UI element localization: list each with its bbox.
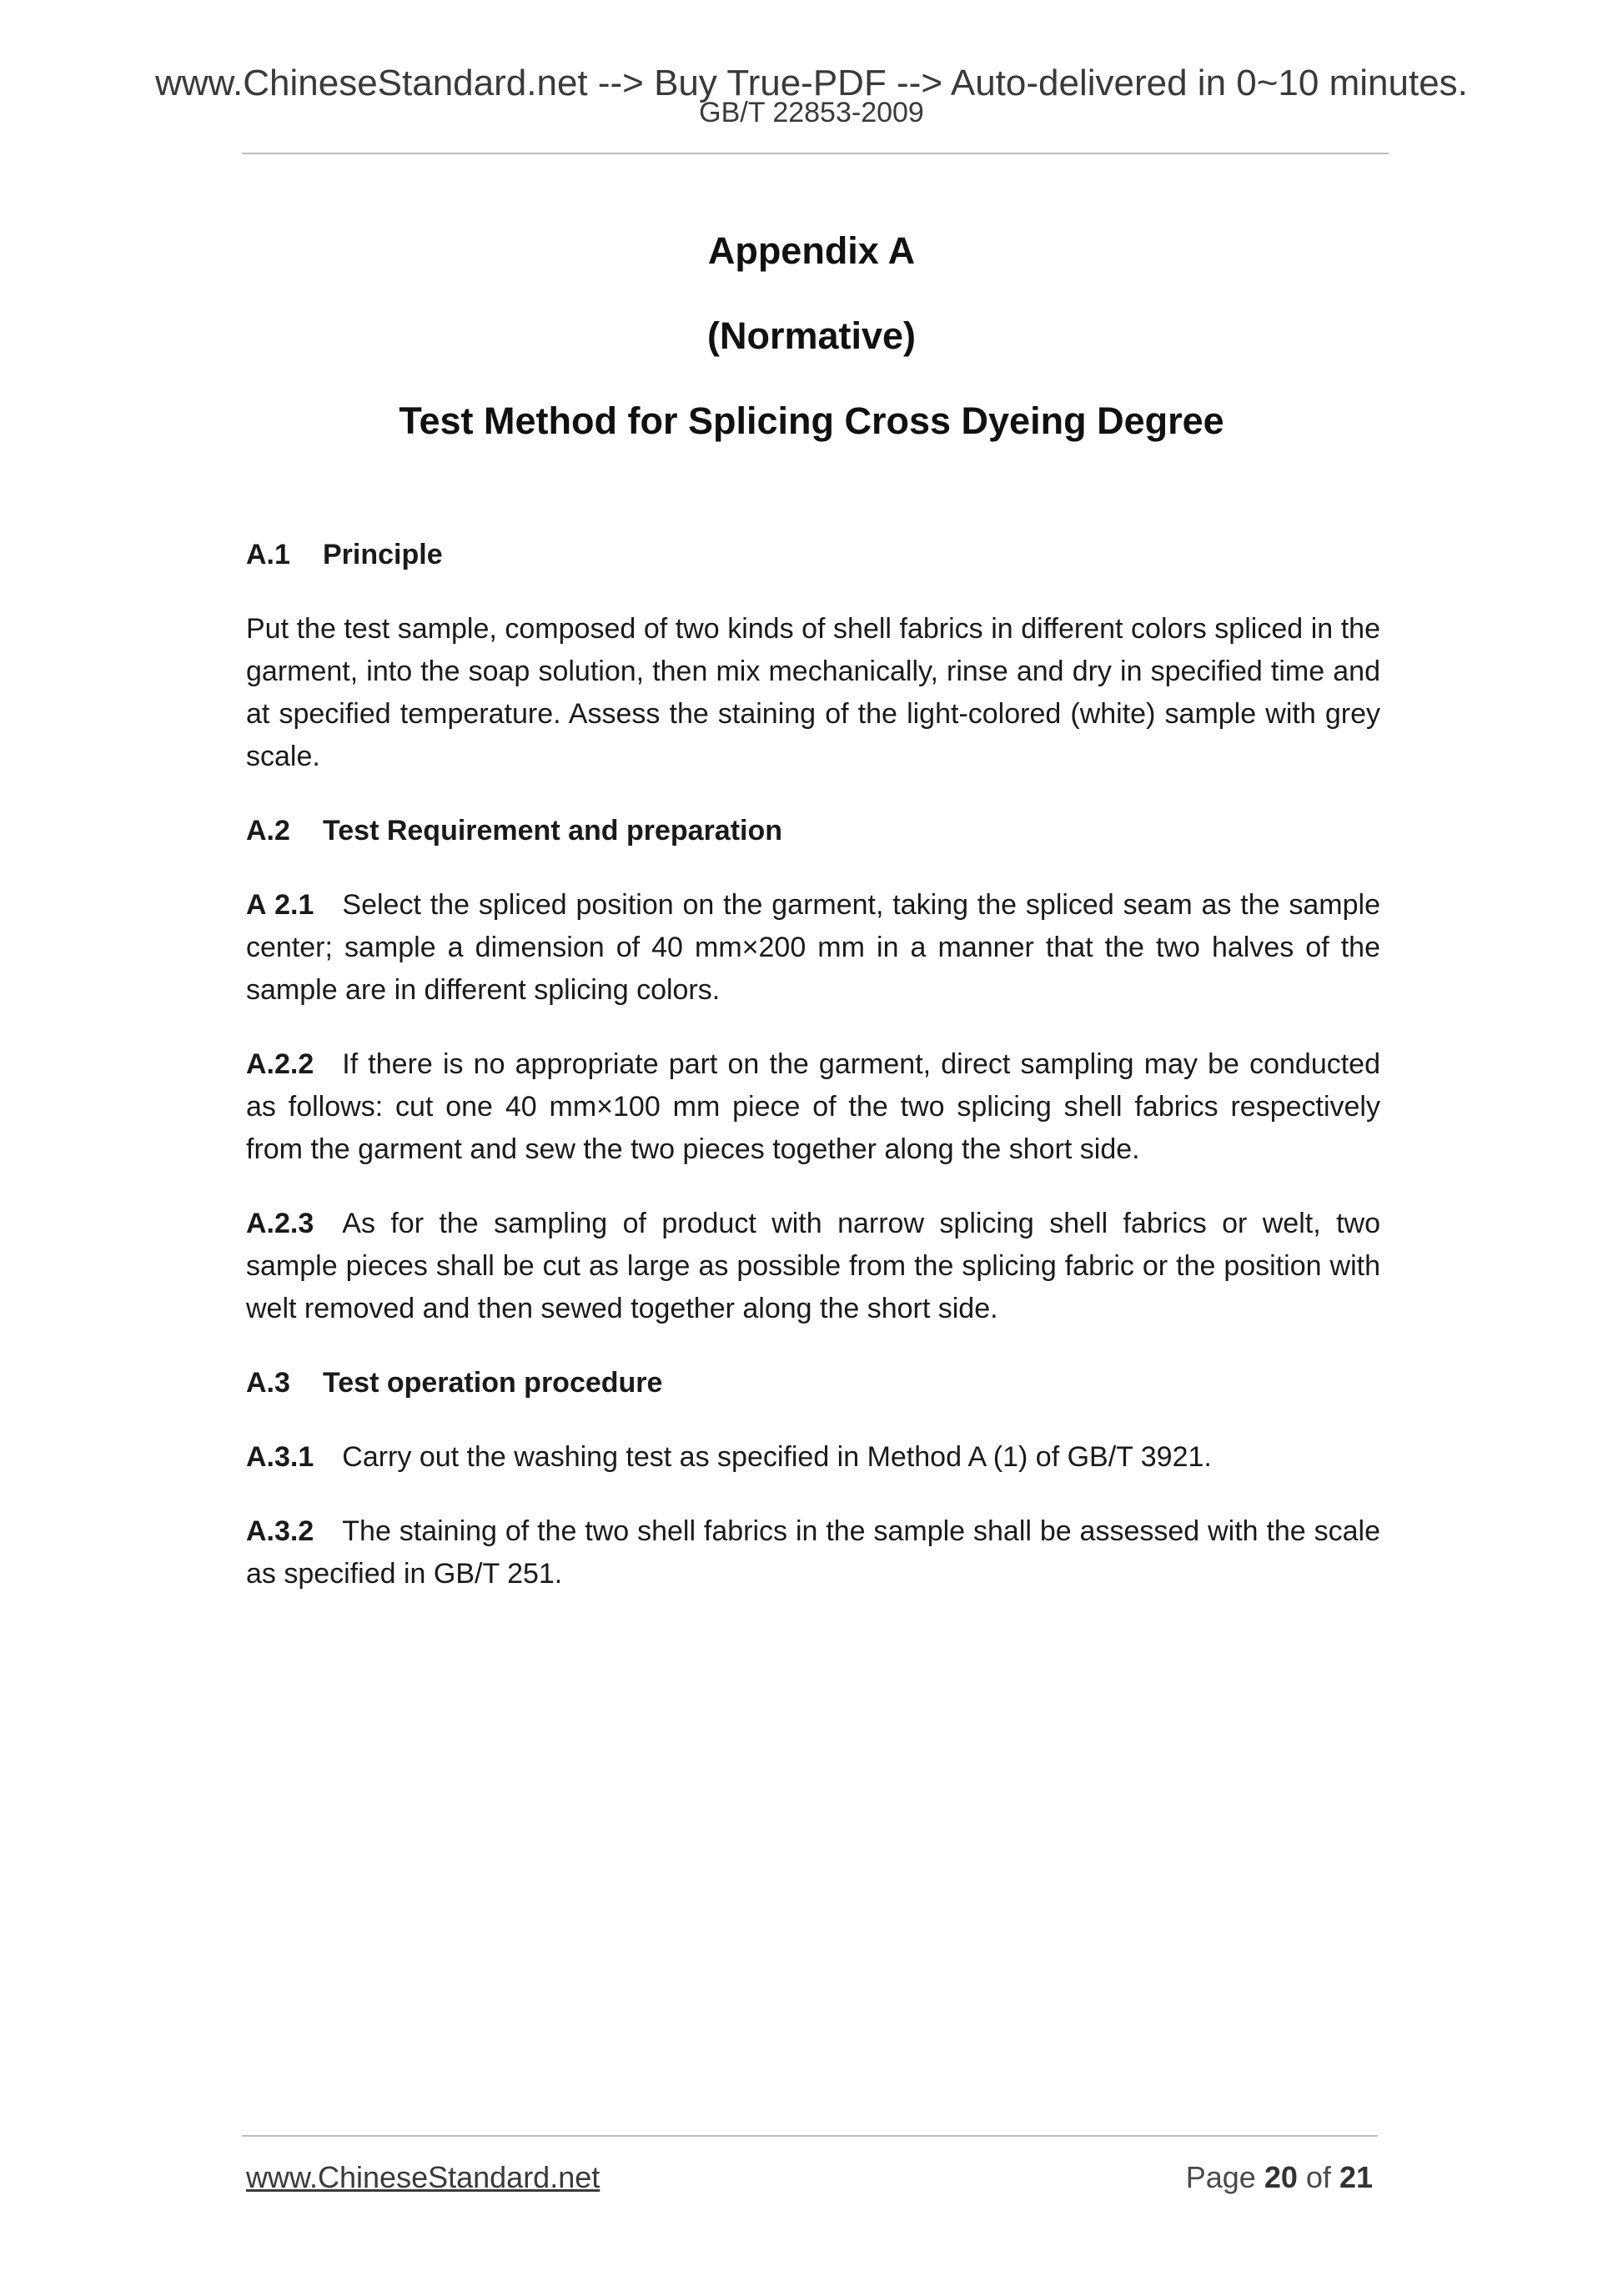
header-divider	[242, 153, 1389, 154]
document-body	[246, 534, 1380, 1627]
clause-text: As for the sampling of product with narrow splicing shell fabrics or welt, two sample pieces shall be cut as large as possible from the splicing fabric or the position with welt removed and then sewed together along the short side.	[246, 1208, 1380, 1324]
site-banner[interactable]: www.ChineseStandard.net --> Buy True-PDF --> Auto-delivered in 0~10 minutes.	[155, 63, 1468, 103]
section-heading-a2	[246, 810, 1380, 852]
footer-site-link[interactable]: www.ChineseStandard.net	[246, 2160, 600, 2194]
of-word: of	[1305, 2160, 1331, 2194]
page-word: Page	[1185, 2160, 1256, 2194]
total-pages: 21	[1339, 2160, 1373, 2194]
clause-a2-1	[246, 884, 1380, 1012]
clause-a2-2	[246, 1043, 1380, 1171]
clause-a3-1	[246, 1436, 1380, 1479]
section-title: Test Requirement and preparation	[323, 815, 783, 847]
clause-a3-2	[246, 1510, 1380, 1595]
principle-paragraph: Put the test sample, composed of two kinds of shell fabrics in different colors spliced in the garment, into the soap solution, then mix mechanically, rinse and dry in specified time and at specified temperature. Assess the staining of the light-colored (white) sample with grey scale.	[246, 613, 1380, 772]
clause-text: If there is no appropriate part on the garment, direct sampling may be conducted as follows: cut one 40 mm×100 mm piece of the two splicing shell fabrics respectively from the garment and sew the two pieces together along the short side.	[246, 1048, 1380, 1165]
section-number: A.3	[246, 1367, 290, 1399]
document-code: GB/T 22853-2009	[699, 97, 924, 128]
appendix-title: Appendix A	[707, 229, 916, 272]
clause-a2-3	[246, 1203, 1380, 1330]
section-heading-a1	[246, 534, 1380, 576]
clause-number: A.2.2	[246, 1048, 314, 1080]
page-indicator	[1186, 2160, 1373, 2195]
clause-text: The staining of the two shell fabrics in the sample shall be assessed with the scale as specified in GB/T 251.	[246, 1515, 1380, 1590]
clause-text: Carry out the washing test as specified in Method A (1) of GB/T 3921.	[342, 1441, 1212, 1473]
section-number: A.1	[246, 539, 290, 570]
current-page: 20	[1264, 2160, 1298, 2194]
footer-divider	[242, 2135, 1378, 2137]
clause-text: Select the spliced position on the garment, taking the spliced seam as the sample center; sample a dimension of 40 mm×200 mm in a manner that the two halves of the sample are in different splicing colors.	[246, 889, 1380, 1006]
clause-number: A.3.1	[246, 1441, 314, 1473]
clause-number: A 2.1	[246, 889, 314, 921]
section-number: A.2	[246, 815, 290, 847]
main-title: Test Method for Splicing Cross Dyeing Degree	[399, 399, 1224, 442]
section-title: Principle	[323, 539, 443, 570]
section-heading-a3	[246, 1362, 1380, 1404]
normative-label: (Normative)	[706, 314, 917, 357]
clause-number: A.2.3	[246, 1208, 314, 1239]
clause-number: A.3.2	[246, 1515, 314, 1547]
section-title: Test operation procedure	[323, 1367, 663, 1399]
